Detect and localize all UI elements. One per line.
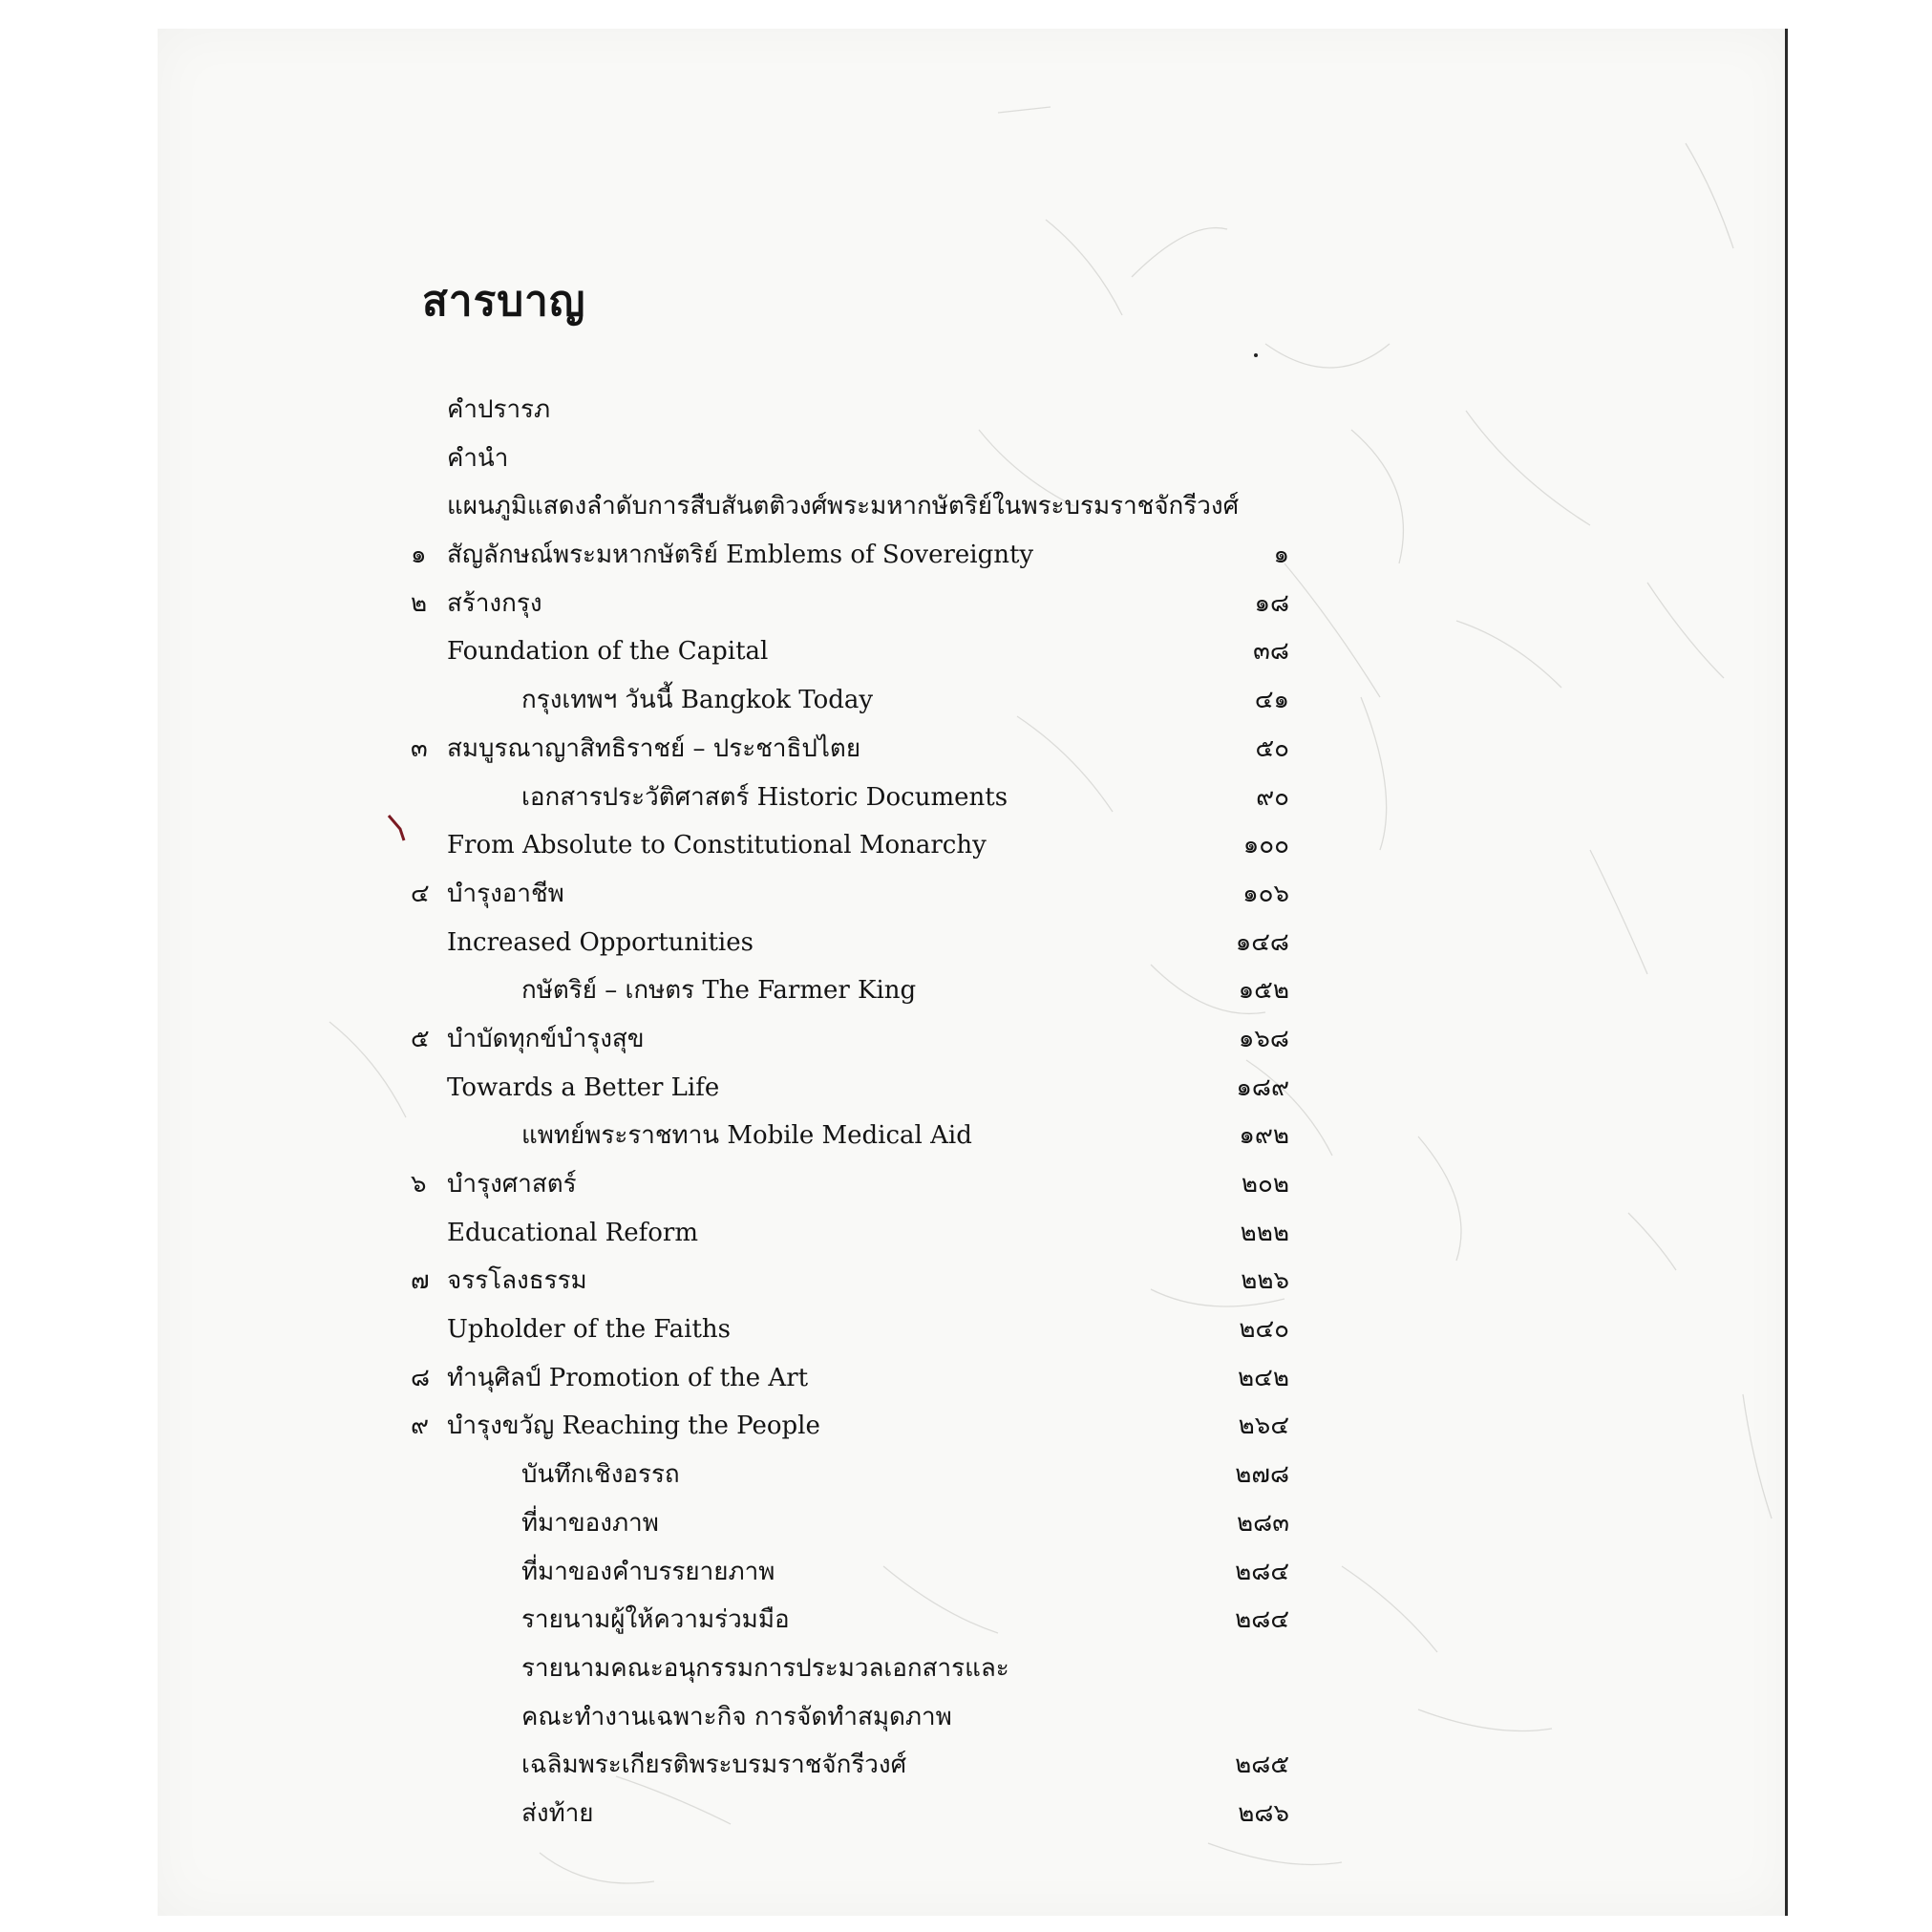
chapter-number: ๒ — [411, 588, 428, 618]
toc-entry — [411, 627, 1289, 676]
chapter-number: ๗ — [411, 1266, 430, 1296]
entry-title: คำนำ — [447, 443, 509, 473]
page-number: ๒๘๔ — [1235, 1605, 1289, 1635]
toc-entry — [411, 1548, 1289, 1597]
toc-entry — [411, 774, 1289, 822]
chapter-number: ๘ — [411, 1363, 431, 1392]
page-number: ๑๙๒ — [1239, 1121, 1289, 1151]
toc-entry — [411, 1645, 1289, 1693]
toc-entry — [411, 1306, 1289, 1354]
ink-speck — [1254, 353, 1258, 357]
toc-entry — [411, 1064, 1289, 1113]
chapter-number: ๓ — [411, 733, 428, 763]
page-title: สารบาญ — [422, 277, 586, 326]
page-number: ๒๐๒ — [1241, 1170, 1289, 1199]
entry-title: Upholder of the Faiths — [447, 1315, 732, 1345]
toc-entry — [411, 1160, 1289, 1209]
entry-title: รายนามผู้ให้ความร่วมมือ — [521, 1605, 790, 1635]
page-number: ๕๐ — [1255, 733, 1289, 763]
page-edge-line — [1785, 29, 1788, 1916]
page-number: ๒๘๖ — [1238, 1798, 1289, 1828]
entry-title: บำรุงอาชีพ — [447, 879, 564, 908]
chapter-number: ๕ — [411, 1024, 430, 1053]
entry-title: กษัตริย์ – เกษตร The Farmer King — [521, 976, 917, 1006]
page-number: ๒๖๔ — [1238, 1412, 1289, 1441]
entry-title: From Absolute to Constitutional Monarchy — [447, 831, 987, 860]
entry-title: กรุงเทพฯ วันนี้ Bangkok Today — [521, 686, 874, 715]
toc-entry — [411, 821, 1289, 870]
toc-entry — [411, 676, 1289, 725]
entry-title: บันทึกเชิงอรรถ — [521, 1460, 680, 1490]
page-number: ๒๗๘ — [1235, 1460, 1289, 1490]
entry-title: จรรโลงธรรม — [447, 1266, 587, 1296]
page-number: ๑๔๘ — [1235, 927, 1289, 957]
chapter-number: ๖ — [411, 1170, 427, 1199]
toc-entry — [411, 580, 1289, 628]
entry-title: แผนภูมิแสดงลำดับการสืบสันตติวงศ์พระมหากษัตริย์ในพระบรมราชจักรีวงศ์ — [447, 492, 1240, 521]
entry-title: ส่งท้าย — [521, 1798, 594, 1828]
toc-entry — [411, 1015, 1289, 1064]
chapter-number: ๔ — [411, 879, 430, 908]
toc-entry — [411, 1693, 1289, 1742]
toc-entry — [411, 386, 1289, 435]
chapter-number: ๙ — [411, 1412, 430, 1441]
table-of-contents — [411, 386, 1289, 1838]
page-number: ๒๘๔ — [1235, 1557, 1289, 1586]
chapter-number: ๑ — [411, 541, 427, 570]
entry-title: เอกสารประวัติศาสตร์ Historic Documents — [521, 782, 1008, 812]
toc-entry — [411, 919, 1289, 967]
toc-entry — [411, 1741, 1289, 1790]
page-number: ๑๘ — [1254, 588, 1289, 618]
page-number: ๒๘๕ — [1235, 1751, 1289, 1780]
entry-title: รายนามคณะอนุกรรมการประมวลเอกสารและ — [521, 1653, 1009, 1683]
entry-title: คณะทำงานเฉพาะกิจ การจัดทำสมุดภาพ — [521, 1702, 952, 1731]
toc-entry — [411, 1402, 1289, 1451]
page-number: ๑๘๙ — [1236, 1072, 1289, 1102]
entry-title: สมบูรณาญาสิทธิราชย์ – ประชาธิปไตย — [447, 733, 861, 763]
entry-title: บำบัดทุกข์บำรุงสุข — [447, 1024, 645, 1053]
entry-title: คำปรารภ — [447, 395, 551, 424]
page-number: ๙๐ — [1256, 782, 1289, 812]
toc-entry — [411, 1596, 1289, 1645]
page-number: ๓๘ — [1253, 637, 1289, 667]
toc-entry — [411, 1499, 1289, 1548]
page-number: ๑๐๐ — [1242, 831, 1289, 860]
entry-title: ทำนุศิลป์ Promotion of the Art — [447, 1363, 809, 1392]
entry-title: Educational Reform — [447, 1218, 698, 1247]
page-number: ๔๑ — [1254, 686, 1289, 715]
page-number: ๒๒๖ — [1241, 1266, 1289, 1296]
toc-entry — [411, 531, 1289, 580]
toc-entry — [411, 435, 1289, 483]
toc-entry — [411, 1354, 1289, 1403]
entry-title: บำรุงขวัญ Reaching the People — [447, 1412, 820, 1441]
toc-entry — [411, 1451, 1289, 1499]
entry-title: บำรุงศาสตร์ — [447, 1170, 577, 1199]
page-number: ๒๒๒ — [1240, 1218, 1289, 1247]
toc-entry — [411, 725, 1289, 774]
toc-entry — [411, 1112, 1289, 1160]
page-number: ๒๘๓ — [1237, 1508, 1289, 1538]
page-number: ๑๖๘ — [1238, 1024, 1289, 1053]
page-number: ๑๕๒ — [1238, 976, 1289, 1006]
entry-title: แพทย์พระราชทาน Mobile Medical Aid — [521, 1121, 972, 1151]
toc-entry — [411, 1790, 1289, 1838]
toc-entry — [411, 1257, 1289, 1306]
entry-title: Towards a Better Life — [447, 1072, 720, 1102]
page-number: ๒๔๐ — [1239, 1315, 1289, 1345]
entry-title: ที่มาของภาพ — [521, 1508, 659, 1538]
entry-title: Increased Opportunities — [447, 927, 754, 957]
toc-entry — [411, 1209, 1289, 1258]
page-number: ๒๔๒ — [1238, 1363, 1289, 1392]
toc-entry — [411, 482, 1289, 531]
toc-entry — [411, 870, 1289, 919]
entry-title: Foundation of the Capital — [447, 637, 769, 667]
page-number: ๑๐๖ — [1242, 879, 1289, 908]
entry-title: สร้างกรุง — [447, 588, 542, 618]
toc-entry — [411, 966, 1289, 1015]
entry-title: เฉลิมพระเกียรติพระบรมราชจักรีวงศ์ — [521, 1751, 907, 1780]
page-number: ๑ — [1273, 541, 1289, 570]
entry-title: ที่มาของคำบรรยายภาพ — [521, 1557, 775, 1586]
entry-title: สัญลักษณ์พระมหากษัตริย์ Emblems of Sovereignty — [447, 541, 1034, 570]
